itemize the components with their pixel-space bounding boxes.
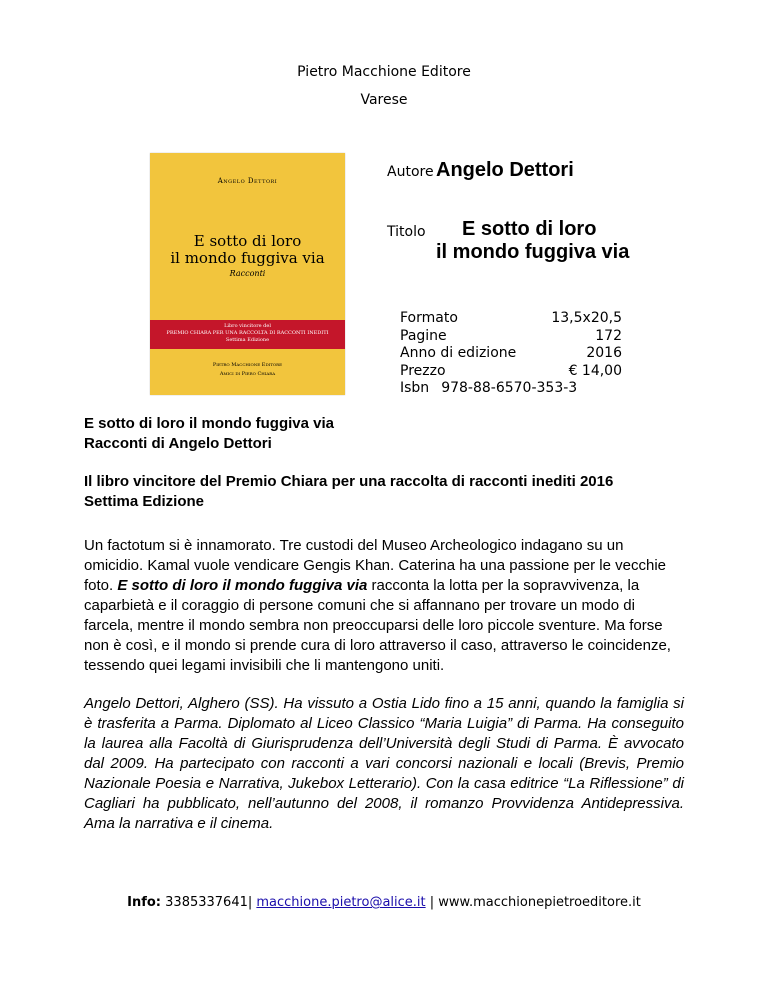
title-value-line1: E sotto di loro [462, 218, 597, 240]
price-value: € 14,00 [568, 362, 622, 379]
cover-title-line2: il mondo fuggiva via [170, 249, 325, 267]
spec-pages [400, 328, 622, 346]
pages-label: Pagine [400, 327, 447, 344]
cover-title [150, 233, 345, 267]
publisher-city: Varese [360, 92, 408, 108]
info-phone: 3385337641| [161, 895, 257, 910]
cover-pub-line1: Pietro Macchione Editore [212, 362, 283, 368]
cover-publisher [150, 361, 345, 379]
book-heading [84, 414, 684, 454]
spec-isbn [400, 380, 622, 398]
author-label: Autore [387, 164, 434, 180]
cover-pub-line2: Amici di Piero Chiara [219, 371, 276, 377]
isbn-value: 978-88-6570-353-3 [441, 380, 578, 396]
cover-title-line1: E sotto di loro [193, 232, 302, 250]
publisher-name: Pietro Macchione Editore [297, 64, 471, 80]
isbn-label: Isbn [400, 380, 430, 396]
cover-band-line1: Libro vincitore del [224, 323, 271, 329]
cover-band-line2: PREMIO CHIARA PER UNA RACCOLTA DI RACCONTI INEDITI [166, 330, 329, 336]
title-value-line2: il mondo fuggiva via [436, 241, 630, 263]
format-label: Formato [400, 310, 458, 326]
description-part1: Un factotum si è innamorato. Tre custodi del Museo Archeologico indagano su un omicidio. Kamal vuole vendicare Gengis Khan. Caterina ha una passione per le vecchie foto. [84, 537, 667, 594]
spec-year [400, 345, 622, 363]
book-description [84, 536, 684, 676]
heading-title: E sotto di loro il mondo fuggiva via [84, 415, 335, 432]
footer-separator: | [425, 895, 439, 910]
book-specs [400, 310, 622, 398]
website-text: www.macchionepietroeditore.it [438, 895, 641, 910]
pages-value: 172 [595, 327, 622, 344]
cover-band-line3: Settima Edizione [225, 337, 270, 343]
email-link[interactable]: macchione.pietro@alice.it [256, 895, 426, 910]
year-value: 2016 [586, 345, 622, 361]
edition-line: Settima Edizione [84, 493, 205, 510]
title-label: Titolo [387, 224, 426, 240]
format-value: 13,5x20,5 [551, 310, 622, 326]
heading-subtitle: Racconti di Angelo Dettori [84, 435, 272, 452]
cover-award-band [150, 320, 345, 349]
footer-info [0, 895, 768, 910]
info-label: Info: [127, 895, 162, 910]
spec-format [400, 310, 622, 328]
cover-author: Angelo Dettori [217, 177, 278, 185]
cover-subtitle: Racconti [229, 269, 266, 278]
author-value: Angelo Dettori [436, 159, 574, 181]
award-line: Il libro vincitore del Premio Chiara per una raccolta di racconti inediti 2016 [84, 473, 614, 490]
price-label: Prezzo [400, 362, 446, 379]
description-emphasis: E sotto di loro il mondo fuggiva via [117, 577, 368, 594]
spec-price [400, 363, 622, 381]
author-bio: Angelo Dettori, Alghero (SS). Ha vissuto a Ostia Lido fino a 15 anni, quando la famiglia si è trasferita a Parma. Diplomato al Liceo Classico “Maria Luigia” di Parma. Ha conseguito la laurea alla Facoltà di Giurisprudenza dell’Università degli Studi di Parma. È avvocato dal 2009. Ha partecipato con racconti a vari concorsi nazionali e locali (Brevis, Premio Nazionale Poesia e Narrativa, Jukebox Letterario). Con la casa editrice “La Riflessione” di Cagliari ha pubblicato, nell’autunno del 2008, il romanzo Provvidenza Antidepressiva. Ama la narrativa e il cinema. [84, 695, 684, 832]
year-label: Anno di edizione [400, 345, 517, 361]
description-part2: racconta la lotta per la sopravvivenza, la caparbietà e il coraggio di persone comuni che si affannano per trovare un modo di farcela, mentre il mondo sembra non preoccuparsi delle loro piccole sventure. Ma forse non è così, e il mondo si prende cura di loro attraverso il caso, attraverso le coincidenze, tessendo quei legami invisibili che li mantengono uniti. [84, 577, 671, 674]
award-heading [84, 472, 684, 512]
book-cover [150, 153, 345, 395]
